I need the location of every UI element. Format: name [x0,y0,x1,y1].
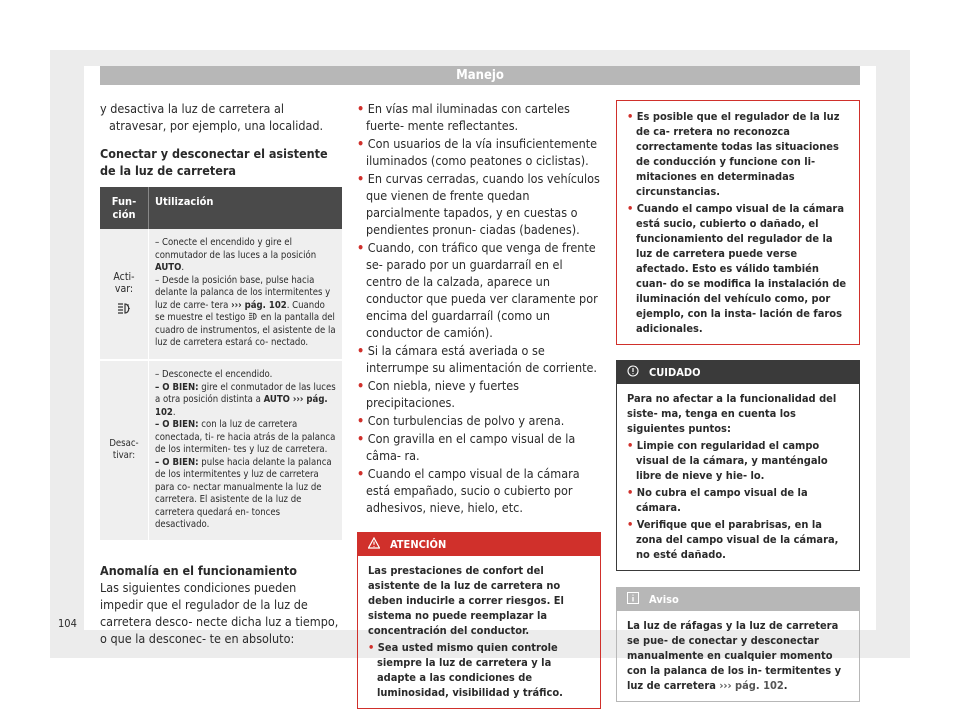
table-cell-function: Desac- tivar: [100,360,149,540]
list-item: • Con gravilla en el campo visual de la câma- ra. [357,431,576,463]
high-beam-assist-icon [248,312,258,320]
warning-triangle-icon [368,537,380,549]
warning-text: Las prestaciones de confort del asistente de la luz de carretera no deben inducirle a correr riesgos. El sistema no puede reemplazar la concentración del conductor. [368,564,564,637]
info-circle-icon [627,365,639,377]
or-label: – O BIEN: [155,419,199,430]
function-activate: Acti- var: [113,270,135,296]
caution-title: CUIDADO [649,366,701,379]
list-item: • Con usuarios de la vía insuficientemente iluminados (como peatones o ciclistas). [357,136,598,168]
caution-bullet: • No cubra el campo visual de la cámara. [627,486,808,514]
note-header [617,588,859,611]
caution-bullet: • Verifique que el parabrisas, en la zona del campo visual de la cámara, no esté dañado. [627,518,839,561]
table-cell-usage [149,229,343,360]
warning-body [617,101,859,344]
info-icon [627,592,639,604]
function-table [100,187,342,540]
list-item: • Cuando el campo visual de la cámara está empañado, sucio o cubierto por adhesivos, nieve, hielo, etc. [357,466,580,515]
caution-body [617,384,859,570]
fault-title: Anomalía en el funcionamiento [100,562,297,578]
list-item: • Cuando, con tráfico que venga de frente se- parado por un guardarraíl en el centro de la calzada, aparece un conductor que pueda ver claramente por encima del guardarraíl (como un conductor de camión). [357,240,598,340]
warning-body [358,556,600,708]
page-reference-link[interactable]: ››› pág. 102 [719,679,784,692]
usage-text: . [172,406,176,418]
caution-bullet: • Limpie con regularidad el campo visual de la cámara, y manténgalo libre de nieve y hie- lo. [627,439,828,482]
warning-bullet: • Cuando el campo visual de la cámara está sucio, cubierto o dañado, el funcionamiento del regulador de la luz de carretera puede verse afectado. Esto es válido también cuan- do se modifica la instalación de iluminación del vehículo como, por ejemplo, con la insta- lación de faros adicionales. [627,202,847,335]
list-item: • Con niebla, nieve y fuertes precipitaciones. [357,378,520,410]
caution-box [616,360,860,571]
list-item: • En curvas cerradas, cuando los vehículos que vienen de frente quedan parcialmente tapados, y en cuestas o pendientes pronun- ciadas (badenes). [357,171,600,237]
or-label: – O BIEN: [155,456,199,468]
note-box [616,587,860,702]
section-title: Conectar y desconectar el asistente de la luz de carretera [100,146,328,178]
fault-text: Las siguientes condiciones pueden impedir que el regulador de la luz de carretera desco- necte dicha luz a tiempo, o que la desconec- te en absoluto: [100,579,339,646]
auto-symbol: AUTO [155,262,182,273]
caution-header [617,361,859,384]
table-header-usage: Utilización [149,187,343,229]
warning-bullet: • Sea usted mismo quien controle siempre la luz de carretera y la adapte a las condiciones de luminosidad, visibilidad y tráfico. [368,641,563,699]
list-item: • En vías mal iluminadas con carteles fuerte- mente reflectantes. [357,101,570,133]
table-row [100,229,342,360]
column-left [100,100,342,647]
caution-text: Para no afectar a la funcionalidad del siste- ma, tenga en cuenta los siguientes puntos: [627,392,837,435]
condition-list [357,100,601,516]
high-beam-assist-icon [117,302,131,314]
section-header: Manejo [100,66,860,85]
intro-text: y desactiva la luz de carretera al atravesar, por ejemplo, una localidad. [100,101,324,133]
usage-text: . Cuando se muestre el testigo [155,299,325,323]
note-text: . [783,679,788,692]
note-body [617,611,859,701]
usage-text: . [181,262,185,273]
usage-text: gire el conmutador de las luces a otra posición distinta a [155,381,336,405]
usage-text: en la pantalla del cuadro de instrumentos, el asistente de la luz de carretera estará co- nectado. [155,312,336,348]
note-title: Aviso [649,593,679,606]
warning-box [357,532,601,709]
usage-text: con la luz de carretera conectada, ti- re hacia atrás de la palanca de los intermiten- tes y luz de carretera. [155,419,336,455]
warning-box-continued [616,100,860,345]
list-item: • Si la cámara está averiada o se interrumpe su alimentación de corriente. [357,343,597,375]
usage-text: – Conecte el encendido y gire el conmutador de las luces a la posición [155,237,317,261]
usage-text: – Desconecte el encendido. [155,369,273,380]
list-item: • Con turbulencias de polvo y arena. [357,413,565,428]
usage-text: pulse hacia delante la palanca de los intermitentes y luz de carretera para co- nectar manualmente la luz de carretera. El asistente de la luz de carretera quedará en- tonces desactivado. [155,456,332,530]
page-number: 104 [58,617,77,630]
usage-text: – Desde la posición base, pulse hacia delante la palanca de los intermitentes y luz de carre- tera [155,274,331,311]
table-cell-usage [149,360,343,540]
auto-symbol: AUTO [263,394,290,405]
table-cell-function [100,229,149,360]
warning-title: ATENCIÓN [390,538,447,551]
page-reference-link[interactable]: ››› pág. 102 [155,394,328,418]
page-reference-link[interactable]: ››› pág. 102 [231,299,287,311]
table-row [100,360,342,540]
column-right [616,100,860,702]
or-label: – O BIEN: [155,381,199,393]
warning-header [358,533,600,556]
note-text: La luz de ráfagas y la luz de carretera se pue- de conectar y desconectar manualmente en cualquier momento con la palanca de los in- termitentes y luz de carretera [627,619,842,692]
warning-bullet: • Es posible que el regulador de la luz de ca- rretera no reconozca correctamente todas las situaciones de conducción y funcione con li- mitaciones en determinadas circunstancias. [627,110,840,198]
column-middle [357,100,601,709]
table-header-function: Fun- ción [100,187,149,229]
